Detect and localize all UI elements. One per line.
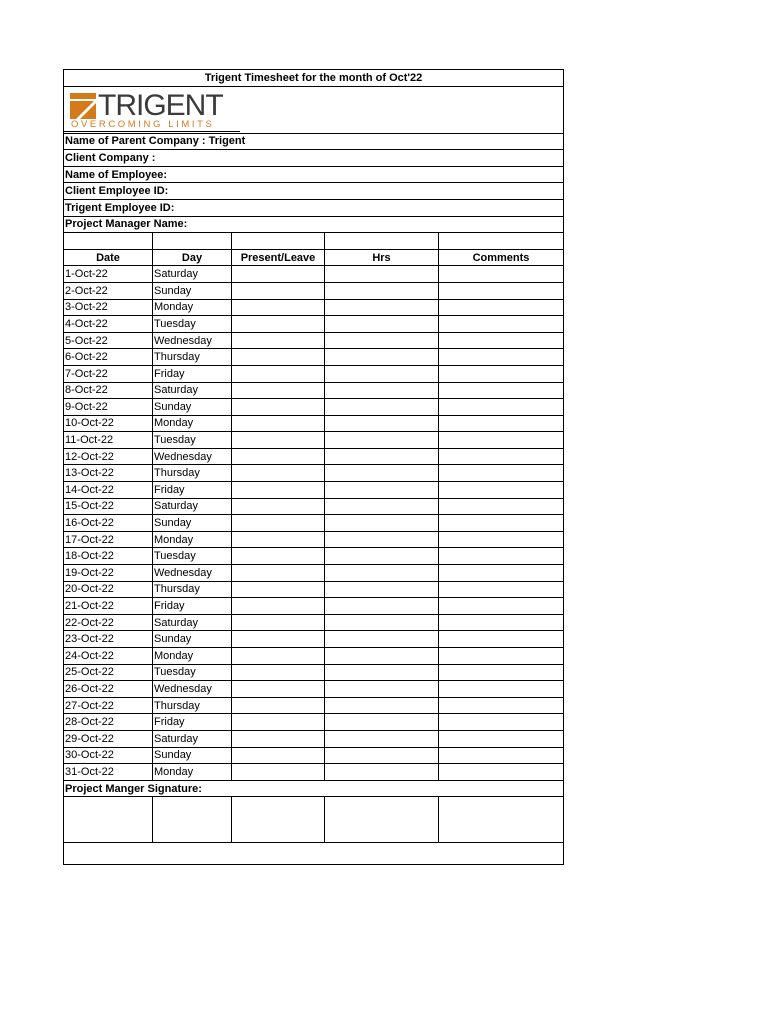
day-cell: Saturday	[153, 614, 232, 631]
present-leave-cell[interactable]	[232, 714, 325, 731]
column-header: Present/Leave	[232, 249, 325, 266]
date-cell: 9-Oct-22	[64, 399, 153, 416]
comments-cell[interactable]	[439, 432, 564, 449]
hrs-cell[interactable]	[325, 747, 439, 764]
info-field-label: Name of Employee:	[64, 166, 564, 183]
hrs-cell[interactable]	[325, 614, 439, 631]
date-cell: 24-Oct-22	[64, 648, 153, 665]
table-row	[64, 432, 564, 449]
present-leave-cell[interactable]	[232, 515, 325, 532]
table-row	[64, 565, 564, 582]
table-row	[64, 614, 564, 631]
comments-cell[interactable]	[439, 498, 564, 515]
date-cell: 23-Oct-22	[64, 631, 153, 648]
table-row	[64, 664, 564, 681]
hrs-cell[interactable]	[325, 399, 439, 416]
date-cell: 30-Oct-22	[64, 747, 153, 764]
column-header: Date	[64, 249, 153, 266]
trigent-logo-icon	[70, 93, 96, 119]
table-row	[64, 581, 564, 598]
day-cell: Sunday	[153, 747, 232, 764]
day-cell: Tuesday	[153, 316, 232, 333]
present-leave-cell[interactable]	[232, 730, 325, 747]
hrs-cell[interactable]	[325, 365, 439, 382]
logo-row	[64, 86, 564, 133]
footer-cell	[64, 843, 564, 865]
date-cell: 16-Oct-22	[64, 515, 153, 532]
info-row	[64, 183, 564, 200]
comments-cell[interactable]	[439, 465, 564, 482]
present-leave-cell[interactable]	[232, 648, 325, 665]
table-row	[64, 648, 564, 665]
comments-cell[interactable]	[439, 332, 564, 349]
footer-row	[64, 843, 564, 865]
comments-cell[interactable]	[439, 648, 564, 665]
present-leave-cell[interactable]	[232, 448, 325, 465]
present-leave-cell[interactable]	[232, 764, 325, 781]
present-leave-cell[interactable]	[232, 747, 325, 764]
present-leave-cell[interactable]	[232, 316, 325, 333]
present-leave-cell[interactable]	[232, 548, 325, 565]
hrs-cell[interactable]	[325, 349, 439, 366]
signature-cell[interactable]	[153, 797, 232, 843]
hrs-cell[interactable]	[325, 432, 439, 449]
table-row	[64, 631, 564, 648]
day-cell: Monday	[153, 531, 232, 548]
hrs-cell[interactable]	[325, 548, 439, 565]
date-cell: 8-Oct-22	[64, 382, 153, 399]
date-cell: 4-Oct-22	[64, 316, 153, 333]
info-field-label: Client Company :	[64, 150, 564, 167]
present-leave-cell[interactable]	[232, 531, 325, 548]
logo-underline	[64, 131, 240, 132]
info-field-label: Name of Parent Company : Trigent	[64, 133, 564, 150]
day-cell: Sunday	[153, 399, 232, 416]
comments-cell[interactable]	[439, 747, 564, 764]
hrs-cell[interactable]	[325, 382, 439, 399]
comments-cell[interactable]	[439, 531, 564, 548]
comments-cell[interactable]	[439, 299, 564, 316]
day-cell: Monday	[153, 415, 232, 432]
table-row	[64, 515, 564, 532]
date-cell: 21-Oct-22	[64, 598, 153, 615]
table-row	[64, 448, 564, 465]
logo-cell	[64, 86, 564, 133]
table-row	[64, 714, 564, 731]
date-cell: 15-Oct-22	[64, 498, 153, 515]
table-row	[64, 282, 564, 299]
info-field-label: Project Manager Name:	[64, 216, 564, 233]
signature-label-row	[64, 780, 564, 797]
comments-cell[interactable]	[439, 349, 564, 366]
signature-cell[interactable]	[439, 797, 564, 843]
present-leave-cell[interactable]	[232, 349, 325, 366]
info-field-label: Trigent Employee ID:	[64, 199, 564, 216]
comments-cell[interactable]	[439, 714, 564, 731]
signature-cell[interactable]	[64, 797, 153, 843]
info-row	[64, 150, 564, 167]
hrs-cell[interactable]	[325, 664, 439, 681]
day-cell: Wednesday	[153, 448, 232, 465]
date-cell: 7-Oct-22	[64, 365, 153, 382]
present-leave-cell[interactable]	[232, 266, 325, 283]
hrs-cell[interactable]	[325, 415, 439, 432]
trigent-logo	[64, 87, 244, 133]
hrs-cell[interactable]	[325, 266, 439, 283]
table-row	[64, 365, 564, 382]
present-leave-cell[interactable]	[232, 282, 325, 299]
present-leave-cell[interactable]	[232, 565, 325, 582]
hrs-cell[interactable]	[325, 631, 439, 648]
hrs-cell[interactable]	[325, 648, 439, 665]
date-cell: 11-Oct-22	[64, 432, 153, 449]
comments-cell[interactable]	[439, 664, 564, 681]
hrs-cell[interactable]	[325, 299, 439, 316]
day-cell: Monday	[153, 299, 232, 316]
comments-cell[interactable]	[439, 631, 564, 648]
comments-cell[interactable]	[439, 764, 564, 781]
blank-cell[interactable]	[232, 233, 325, 250]
present-leave-cell[interactable]	[232, 332, 325, 349]
comments-cell[interactable]	[439, 730, 564, 747]
logo-tagline: OVERCOMING LIMITS	[71, 118, 215, 130]
table-row	[64, 299, 564, 316]
hrs-cell[interactable]	[325, 316, 439, 333]
day-cell: Wednesday	[153, 565, 232, 582]
hrs-cell[interactable]	[325, 565, 439, 582]
table-row	[64, 316, 564, 333]
hrs-cell[interactable]	[325, 515, 439, 532]
spacer-row	[64, 233, 564, 250]
present-leave-cell[interactable]	[232, 415, 325, 432]
hrs-cell[interactable]	[325, 714, 439, 731]
comments-cell[interactable]	[439, 548, 564, 565]
date-cell: 3-Oct-22	[64, 299, 153, 316]
table-row	[64, 349, 564, 366]
date-cell: 12-Oct-22	[64, 448, 153, 465]
blank-cell[interactable]	[439, 233, 564, 250]
table-row	[64, 266, 564, 283]
day-cell: Sunday	[153, 515, 232, 532]
comments-cell[interactable]	[439, 581, 564, 598]
date-cell: 22-Oct-22	[64, 614, 153, 631]
hrs-cell[interactable]	[325, 730, 439, 747]
date-cell: 31-Oct-22	[64, 764, 153, 781]
present-leave-cell[interactable]	[232, 365, 325, 382]
comments-cell[interactable]	[439, 266, 564, 283]
table-row	[64, 697, 564, 714]
present-leave-cell[interactable]	[232, 664, 325, 681]
comments-cell[interactable]	[439, 598, 564, 615]
hrs-cell[interactable]	[325, 764, 439, 781]
day-cell: Wednesday	[153, 332, 232, 349]
table-row	[64, 399, 564, 416]
comments-cell[interactable]	[439, 415, 564, 432]
column-header: Comments	[439, 249, 564, 266]
day-cell: Thursday	[153, 697, 232, 714]
day-cell: Friday	[153, 598, 232, 615]
day-cell: Saturday	[153, 266, 232, 283]
hrs-cell[interactable]	[325, 465, 439, 482]
header-row	[64, 249, 564, 266]
info-field-label: Client Employee ID:	[64, 183, 564, 200]
date-cell: 28-Oct-22	[64, 714, 153, 731]
date-cell: 27-Oct-22	[64, 697, 153, 714]
day-cell: Friday	[153, 482, 232, 499]
comments-cell[interactable]	[439, 448, 564, 465]
comments-cell[interactable]	[439, 614, 564, 631]
column-header: Hrs	[325, 249, 439, 266]
date-cell: 19-Oct-22	[64, 565, 153, 582]
date-cell: 1-Oct-22	[64, 266, 153, 283]
day-cell: Sunday	[153, 282, 232, 299]
table-row	[64, 332, 564, 349]
info-row	[64, 216, 564, 233]
date-cell: 17-Oct-22	[64, 531, 153, 548]
comments-cell[interactable]	[439, 399, 564, 416]
date-cell: 18-Oct-22	[64, 548, 153, 565]
comments-cell[interactable]	[439, 316, 564, 333]
date-cell: 2-Oct-22	[64, 282, 153, 299]
title-row	[64, 70, 564, 87]
day-cell: Tuesday	[153, 432, 232, 449]
comments-cell[interactable]	[439, 482, 564, 499]
date-cell: 10-Oct-22	[64, 415, 153, 432]
table-row	[64, 747, 564, 764]
present-leave-cell[interactable]	[232, 697, 325, 714]
date-cell: 26-Oct-22	[64, 681, 153, 698]
day-cell: Monday	[153, 764, 232, 781]
timesheet-table	[63, 69, 564, 865]
blank-cell[interactable]	[64, 233, 153, 250]
hrs-cell[interactable]	[325, 531, 439, 548]
present-leave-cell[interactable]	[232, 598, 325, 615]
table-row	[64, 598, 564, 615]
signature-cell[interactable]	[325, 797, 439, 843]
comments-cell[interactable]	[439, 565, 564, 582]
table-row	[64, 482, 564, 499]
day-cell: Tuesday	[153, 548, 232, 565]
table-row	[64, 498, 564, 515]
comments-cell[interactable]	[439, 365, 564, 382]
day-cell: Saturday	[153, 382, 232, 399]
info-row	[64, 133, 564, 150]
day-cell: Sunday	[153, 631, 232, 648]
hrs-cell[interactable]	[325, 498, 439, 515]
comments-cell[interactable]	[439, 515, 564, 532]
present-leave-cell[interactable]	[232, 581, 325, 598]
present-leave-cell[interactable]	[232, 465, 325, 482]
day-cell: Wednesday	[153, 681, 232, 698]
hrs-cell[interactable]	[325, 581, 439, 598]
table-row	[64, 382, 564, 399]
logo-wordmark: TRIGENT	[98, 88, 223, 122]
table-row	[64, 730, 564, 747]
comments-cell[interactable]	[439, 282, 564, 299]
table-row	[64, 531, 564, 548]
present-leave-cell[interactable]	[232, 299, 325, 316]
signature-box-row	[64, 797, 564, 843]
hrs-cell[interactable]	[325, 332, 439, 349]
info-row	[64, 199, 564, 216]
day-cell: Thursday	[153, 581, 232, 598]
hrs-cell[interactable]	[325, 448, 439, 465]
present-leave-cell[interactable]	[232, 614, 325, 631]
day-cell: Saturday	[153, 498, 232, 515]
blank-cell[interactable]	[325, 233, 439, 250]
date-cell: 14-Oct-22	[64, 482, 153, 499]
day-cell: Thursday	[153, 349, 232, 366]
hrs-cell[interactable]	[325, 681, 439, 698]
present-leave-cell[interactable]	[232, 432, 325, 449]
info-row	[64, 166, 564, 183]
table-row	[64, 764, 564, 781]
hrs-cell[interactable]	[325, 482, 439, 499]
blank-cell[interactable]	[153, 233, 232, 250]
date-cell: 13-Oct-22	[64, 465, 153, 482]
present-leave-cell[interactable]	[232, 399, 325, 416]
date-cell: 25-Oct-22	[64, 664, 153, 681]
hrs-cell[interactable]	[325, 282, 439, 299]
signature-label: Project Manger Signature:	[64, 780, 564, 797]
table-row	[64, 681, 564, 698]
hrs-cell[interactable]	[325, 697, 439, 714]
day-cell: Friday	[153, 365, 232, 382]
comments-cell[interactable]	[439, 382, 564, 399]
comments-cell[interactable]	[439, 681, 564, 698]
date-cell: 20-Oct-22	[64, 581, 153, 598]
present-leave-cell[interactable]	[232, 681, 325, 698]
present-leave-cell[interactable]	[232, 482, 325, 499]
date-cell: 6-Oct-22	[64, 349, 153, 366]
table-row	[64, 415, 564, 432]
day-cell: Saturday	[153, 730, 232, 747]
day-cell: Tuesday	[153, 664, 232, 681]
sheet-title: Trigent Timesheet for the month of Oct'22	[64, 70, 564, 87]
column-header: Day	[153, 249, 232, 266]
present-leave-cell[interactable]	[232, 382, 325, 399]
hrs-cell[interactable]	[325, 598, 439, 615]
comments-cell[interactable]	[439, 697, 564, 714]
day-cell: Thursday	[153, 465, 232, 482]
present-leave-cell[interactable]	[232, 631, 325, 648]
table-row	[64, 465, 564, 482]
day-cell: Monday	[153, 648, 232, 665]
day-cell: Friday	[153, 714, 232, 731]
signature-cell[interactable]	[232, 797, 325, 843]
date-cell: 5-Oct-22	[64, 332, 153, 349]
date-cell: 29-Oct-22	[64, 730, 153, 747]
table-row	[64, 548, 564, 565]
present-leave-cell[interactable]	[232, 498, 325, 515]
